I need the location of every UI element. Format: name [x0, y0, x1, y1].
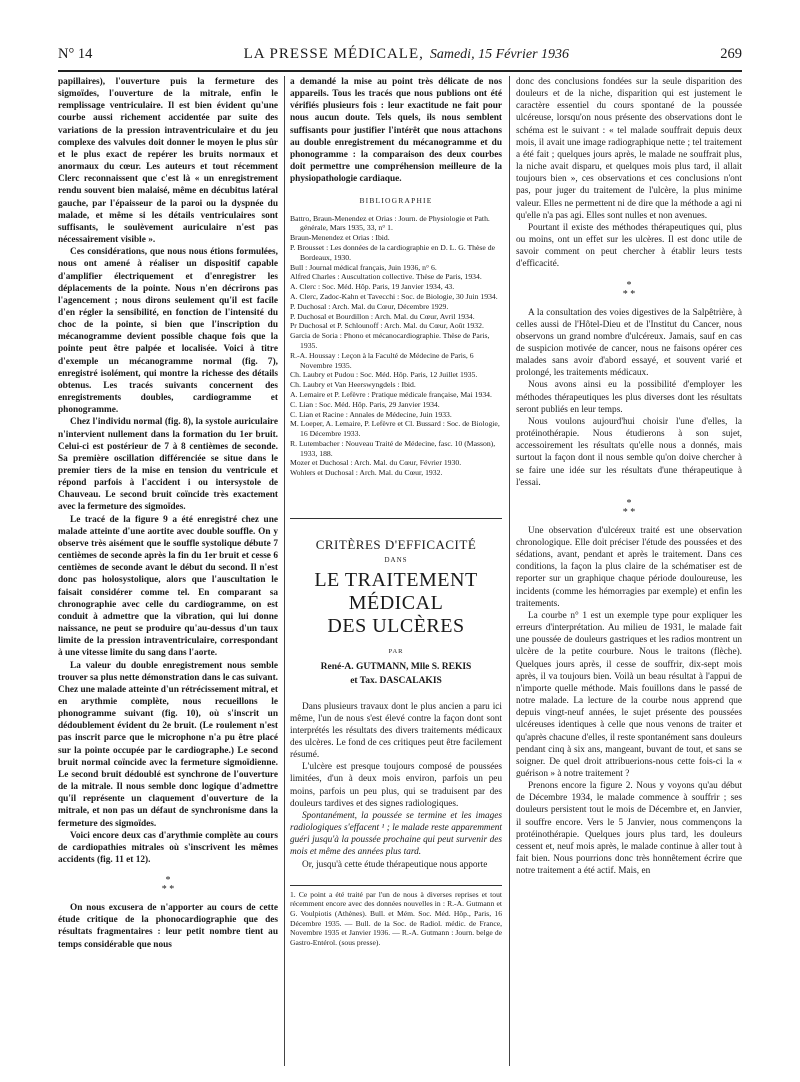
bibliography-entry: Alfred Charles : Auscultation collective. Thèse de Paris, 1934. — [290, 272, 482, 282]
bibliography-entry: M. Loeper, A. Lemaire, P. Lefèvre et Cl. Bussard : Soc. de Biologie, 16 Décembre 1933. — [290, 419, 500, 439]
bibliography-entry: C. Lian et Racine : Annales de Médecine, Juin 1933. — [290, 409, 452, 419]
bibliography-entry: P. Duchosal et Bourdillon : Arch. Mal. du Cœur, Avril 1934. — [290, 311, 475, 321]
bibliography-entry: A. Lemaire et P. Lefèvre : Pratique médicale française, Mai 1934. — [290, 389, 492, 399]
bibliography-entry: Garcia de Soria : Phono et mécanocardiographie. Thèse de Paris, 1935. — [290, 331, 490, 350]
paragraph: Or, jusqu'à cette étude thérapeutique nous apporte — [302, 859, 488, 870]
bibliography-entry: Wohlers et Duchosal : Arch. Mal. du Cœur, 1932. — [290, 468, 443, 478]
paragraph: L'ulcère est presque toujours composé de poussées limitées, d'un à deux mois environ, parfois un peu moins, parfois un peu plus, qui se traduisent par des douleurs tardives et des signes radiologiques. — [290, 762, 502, 809]
star-mark: * — [626, 279, 632, 291]
article-title-dans: DANS — [384, 556, 408, 565]
column-divider-2 — [509, 76, 510, 1066]
article-title-line-1: LE TRAITEMENT MÉDICAL — [314, 569, 478, 615]
issue-date: Samedi, 15 Février 1936 — [429, 47, 570, 62]
star-mark-pair: * * — [161, 884, 175, 896]
article-body — [290, 701, 502, 871]
section-separator — [516, 281, 742, 299]
section-separator — [516, 499, 742, 517]
bibliography-entry: P. Duchosal : Arch. Mal. du Cœur, Décembre 1929. — [290, 301, 449, 311]
paragraph: Le tracé de la figure 9 a été enregistré chez une malade atteinte d'une aortite avec double souffle. On y observe très aisément que le souffle systolique débute 7 centièmes de seconde après la fin du 1er bruit et cesse 6 centièmes de seconde avant le début du second. Il n'est donc pas holosystolique, alors que l'auscultation le faisait considérer comme tel. En comparant sa chronographie avec celle du cardiogramme, on est conduit à admettre que la vibration, qui lui donne naissance, ne peut se produire qu'au-dessus d'un taux limite de la pression intraventriculaire, correspondant à une vitesse limite du sang dans l'aorte. — [58, 514, 278, 659]
bibliography-entry: R.-A. Houssay : Leçon à la Faculté de Médecine de Paris, 6 Novembre 1935. — [290, 350, 474, 370]
paragraph: Voici encore deux cas d'arythmie complète au cours de cardiopathies mitrales où s'inscrivent les mêmes accidents (fig. 11 et 12). — [58, 830, 278, 865]
paragraph: Nous voulons aujourd'hui choisir l'une d'elles, la protéinothérapie. Nous étudierons à son sujet, accessoirement les résultats qu'elle nous a donnés, mais surtout la façon dont il nous semble qu'on doive chercher à se faire une idée sur les résultats d'une thérapeutique à l'essai. — [516, 416, 742, 488]
bibliography-entry: Bull : Journal médical français, Juin 1936, n° 6. — [290, 262, 437, 272]
paragraph: Ces considérations, que nous nous étions formulées, nous ont amené à réaliser un dispositif capable d'amplifier électriquement et d'enregistrer les déplacements de la pointe. Nous n'en décrirons pas l'agencement ; nous dirons seulement qu'il est facile d'en régler la sensibilité, en fonction de l'intensité du choc de la pointe, si bien que l'inscription du mécanogramme devient possible chaque fois que la pointe peut être palpée et localisée. Voici à titre d'exemple un mécanogramme normal (fig. 7), enregistré isolément, qui montre la richesse des détails obtenus. Les tracés suivants concernent des enregistrements doubles, cardiogramme et phonogramme. — [58, 247, 278, 416]
column-divider-1 — [284, 76, 285, 1066]
bibliography-entry: C. Lian : Soc. Méd. Hôp. Paris, 29 Janvier 1934. — [290, 399, 440, 409]
paragraph: Pourtant il existe des méthodes thérapeutiques qui, plus ou moins, ont un effet sur les ulcères. Il est donc utile de savoir comment on peut chercher à établir leurs tests d'efficacité. — [516, 222, 742, 270]
paragraph: Chez l'individu normal (fig. 8), la systole auriculaire n'intervient nullement dans la formation du 1er bruit. Celui-ci est postérieur de 7 à 8 centièmes de seconde. Sa première oscillation différenciée se situe dans le premier tiers de la mise en tension du ventricule et répond parfois à l'accident i ou intersystole de Chauveau. Le second bruit coïncide très exactement avec la fermeture des sigmoïdes. — [58, 417, 278, 513]
paragraph: On nous excusera de n'apporter au cours de cette étude critique de la phonocardiographie que des résultats fragmentaires : leur petit nombre tient au temps considérable que nous — [58, 903, 278, 950]
article-title-small: CRITÈRES D'EFFICACITÉ — [315, 537, 477, 553]
publication-title: LA PRESSE MÉDICALE, — [243, 46, 424, 62]
bibliography-entry: Mozer et Duchosal : Arch. Mal. du Cœur, Février 1930. — [290, 458, 462, 468]
bibliography-entry: Pr Duchosal et P. Schlounoff : Arch. Mal. du Cœur, Août 1932. — [290, 321, 484, 331]
star-mark-pair: * * — [622, 506, 636, 518]
star-mark: * — [626, 497, 632, 509]
section-separator — [58, 876, 278, 894]
star-mark: * — [165, 875, 171, 887]
article-authors-line-1: René-A. GUTMANN, Mlle S. REKIS — [320, 661, 472, 672]
bibliography-entry: Braun-Menendez et Orias : Ibid. — [290, 233, 390, 243]
footnote: 1. Ce point a été traité par l'un de nous à diverses reprises et tout récemment encore avec des données nouvelles in : R.-A. Gutmann et G. Voulpiotis (Athènes). Bull. et Mém. Soc. Méd. Hôp., Paris, 16 Décembre 1935. — Bull. de la Soc. de Radiol. médic. de France, Novembre 1935 et Janvier 1936. — R.-A. Gutmann : Journ. belge de Gastro-Entérol. (sous presse). — [290, 885, 502, 948]
bibliography-entry: R. Lutembacher : Nouveau Traité de Médecine, fasc. 10 (Masson), 1933, 188. — [290, 438, 496, 458]
column-3 — [516, 76, 742, 877]
article-title-block — [290, 518, 502, 686]
paragraph: Une observation d'ulcéreux traité est une observation chronologique. Elle doit préciser l'étude des poussées et des sédations, avant, pendant et après le traitement. Dans ces conditions, la façon la plus claire de la schématiser est de reporter sur un graphique chaque période douloureuse, les incidents (comme les hémorragies par exemple) et enfin les traitements. — [516, 525, 742, 609]
header-rule — [58, 70, 742, 72]
bibliography-entry: A. Clerc, Zadoc-Kahn et Tavecchi : Soc. de Biologie, 30 Juin 1934. — [290, 291, 498, 301]
bibliography-heading: BIBLIOGRAPHIE — [359, 196, 433, 206]
article-title-line-2: DES ULCÈRES — [327, 615, 465, 638]
masthead — [58, 46, 742, 68]
paragraph: Prenons encore la figure 2. Nous y voyons qu'au début de Décembre 1934, le malade commence à souffrir ; ses douleurs persistent tout le mois de Décembre et, en Janvier, il souffre encore. Vers le 5 Janvier, nous commençons la protéinothérapie. Quelques jours plus tard, les douleurs cessent et, neuf mois après, le malade continue à aller tout à fait bien. Nous pourrions donc très honnêtement écrire que notre traitement a été actif. Mais, en — [516, 781, 742, 877]
paragraph: Spontanément, la poussée se termine et les images radiologiques s'effacent ¹ ; le malade reste apparemment guéri jusqu'à la poussée prochaine qui peut survenir des mois et même des années plus tard. — [290, 810, 502, 858]
paragraph: papillaires), l'ouverture puis la fermeture des sigmoïdes, l'ouverture de la mitrale, enfin le remplissage ventriculaire. Il est bien évident qu'une courbe aussi richement accidentée par suite des variations de la pression intraventriculaire et du jeu complexe des valvules doit donner le moyen le plus sûr et le plus exact de repérer les bruits normaux et anormaux du cœur. Les auteurs et tout récemment Clerc reconnaissent que c'est là « un enregistrement rendu souvent bien malaisé, même en décubitus latéral gauche, par l'épaisseur de la paroi ou la dyspnée du malade, et même si les détails ventriculaires sont suffisants, le soulèvement auriculaire n'est pas nécessairement visible ». — [58, 77, 278, 246]
bibliography-entry: Ch. Laubry et Van Heerswyngdels : Ibid. — [290, 380, 416, 390]
paragraph: La valeur du double enregistrement nous semble trouver sa plus nette démonstration dans le cas suivant. Chez une malade atteinte d'un rétrécissement mitral, et en arythmie complète, nous recueillons le phonogramme suivant (fig. 10), où s'inscrit un dédoublement évident du 2e bruit. (Le roulement n'est pas inscrit parce que le microphone n'a pu être placé sur la pointe occupée par le cardiographe.) Le second bruit normal coïncide avec la fermeture sigmoïdienne. Le second bruit dédoublé est synchrone de l'ouverture de la mitrale. Il nous semble donc logique d'admettre qu'il représente un claquement d'ouverture de la mitrale, et non pas un défaut de synchronisme dans la fermeture des sigmoïdes. — [58, 660, 278, 829]
paragraph: Nous avons ainsi eu la possibilité d'employer les méthodes thérapeutiques les plus diverses dont les résultats seront publiés en leur temps. — [516, 380, 742, 415]
article-authors-line-2: et Tax. DASCALAKIS — [350, 675, 442, 686]
column-1 — [58, 76, 278, 951]
paragraph: A la consultation des voies digestives de la Salpêtrière, à celles aussi de l'Hôtel-Dieu et de l'Institut du Cancer, nous observons un grand nombre d'ulcéreux. Jamais, sauf en cas de suspicion motivée de cancer, nous ne faisons opérer ces malades sans avoir d'abord essayé, et souvent varié et prolongé, les traitements médicaux. — [516, 307, 742, 379]
bibliography-entry: Ch. Laubry et Pudou : Soc. Méd. Hôp. Paris, 12 Juillet 1935. — [290, 370, 478, 380]
paragraph: donc des conclusions fondées sur la seule disparition des douleurs et de la niche, disparition qui est justement le caractère essentiel du cours spontané de la poussée ulcéreuse, lorsqu'on nous présente des observations dont le schéma est le suivant : « tel malade souffrait depuis deux mois, il avait une image radiographique nette ; tel traitement a été fait ; quelques jours après, le malade ne souffrait plus, la niche avait disparu, et quelques mois plus tard, il allait toujours bien », ces observations et ces conclusions n'ont pas, pour juger du traitement de l'ulcère, la plus minime valeur. Elles ne permettent ni de dire que la méthode a agi ni qu'elle n'a pas agi. Elles sont nulles et non avenues. — [516, 77, 742, 221]
bibliography-entry: Battro, Braun-Menendez et Orias : Journ. de Physiologie et Path. générale, Mars 1935, 33, n° 1. — [290, 213, 490, 233]
masthead-center — [244, 46, 569, 63]
column-2 — [290, 76, 502, 947]
bibliography-entry: A. Clerc : Soc. Méd. Hôp. Paris, 19 Janvier 1934, 43. — [290, 282, 455, 292]
star-mark-pair: * * — [622, 288, 636, 300]
bibliography-list — [290, 214, 502, 479]
paragraph: Dans plusieurs travaux dont le plus ancien a paru ici même, l'un de nous s'est élevé contre la façon dont sont interprétés les résultats des divers traitements médicaux des ulcères. Le fond de ces critiques peut être facilement résumé. — [290, 701, 502, 761]
paragraph: La courbe n° 1 est un exemple type pour expliquer les erreurs d'interprétation. Au milieu de 1931, le malade fait une poussée de douleurs gastriques et les radios montrent un ulcère de la petite courbure. Nous le traitons (flèche). Quelques jours après, il cesse de souffrir, dix-sept mois après, il va toujours bien. Voilà un beau résultat à l'appui de n'importe quelle méthode. Mais fouillons dans le passé de notre malade. La lecture de la courbe nous apprend que depuis vingt-neuf années, le sujet présente des poussées ulcéreuses identiques à celle que nous venons de traiter et qu'après chacune d'elles, il reste spontanément sans douleurs pendant cinq à six ans, mangeant, buvant de tout, et sans se soigner. De quel droit attribuerions-nous cette fois-ci la « guérison » à notre traitement ? — [516, 610, 742, 779]
paragraph: a demandé la mise au point très délicate de nos appareils. Tous les tracés que nous publions ont été vérifiés plusieurs fois : leur exactitude ne fait pour nous aucun doute. Tels quels, ils nous semblent suffisants pour justifier l'intérêt que nous attachons au double enregistrement du mécanogramme et du phonogramme : la comparaison des deux courbes doit permettre une compréhension meilleure de la physiopathologie cardiaque. — [290, 77, 502, 185]
issue-number: N° 14 — [58, 46, 93, 62]
article-par: PAR — [388, 648, 404, 656]
bibliography-entry: P. Brousset : Les données de la cardiographie en D. L. G. Thèse de Bordeaux, 1930. — [290, 242, 496, 262]
page-number: 269 — [720, 46, 742, 62]
